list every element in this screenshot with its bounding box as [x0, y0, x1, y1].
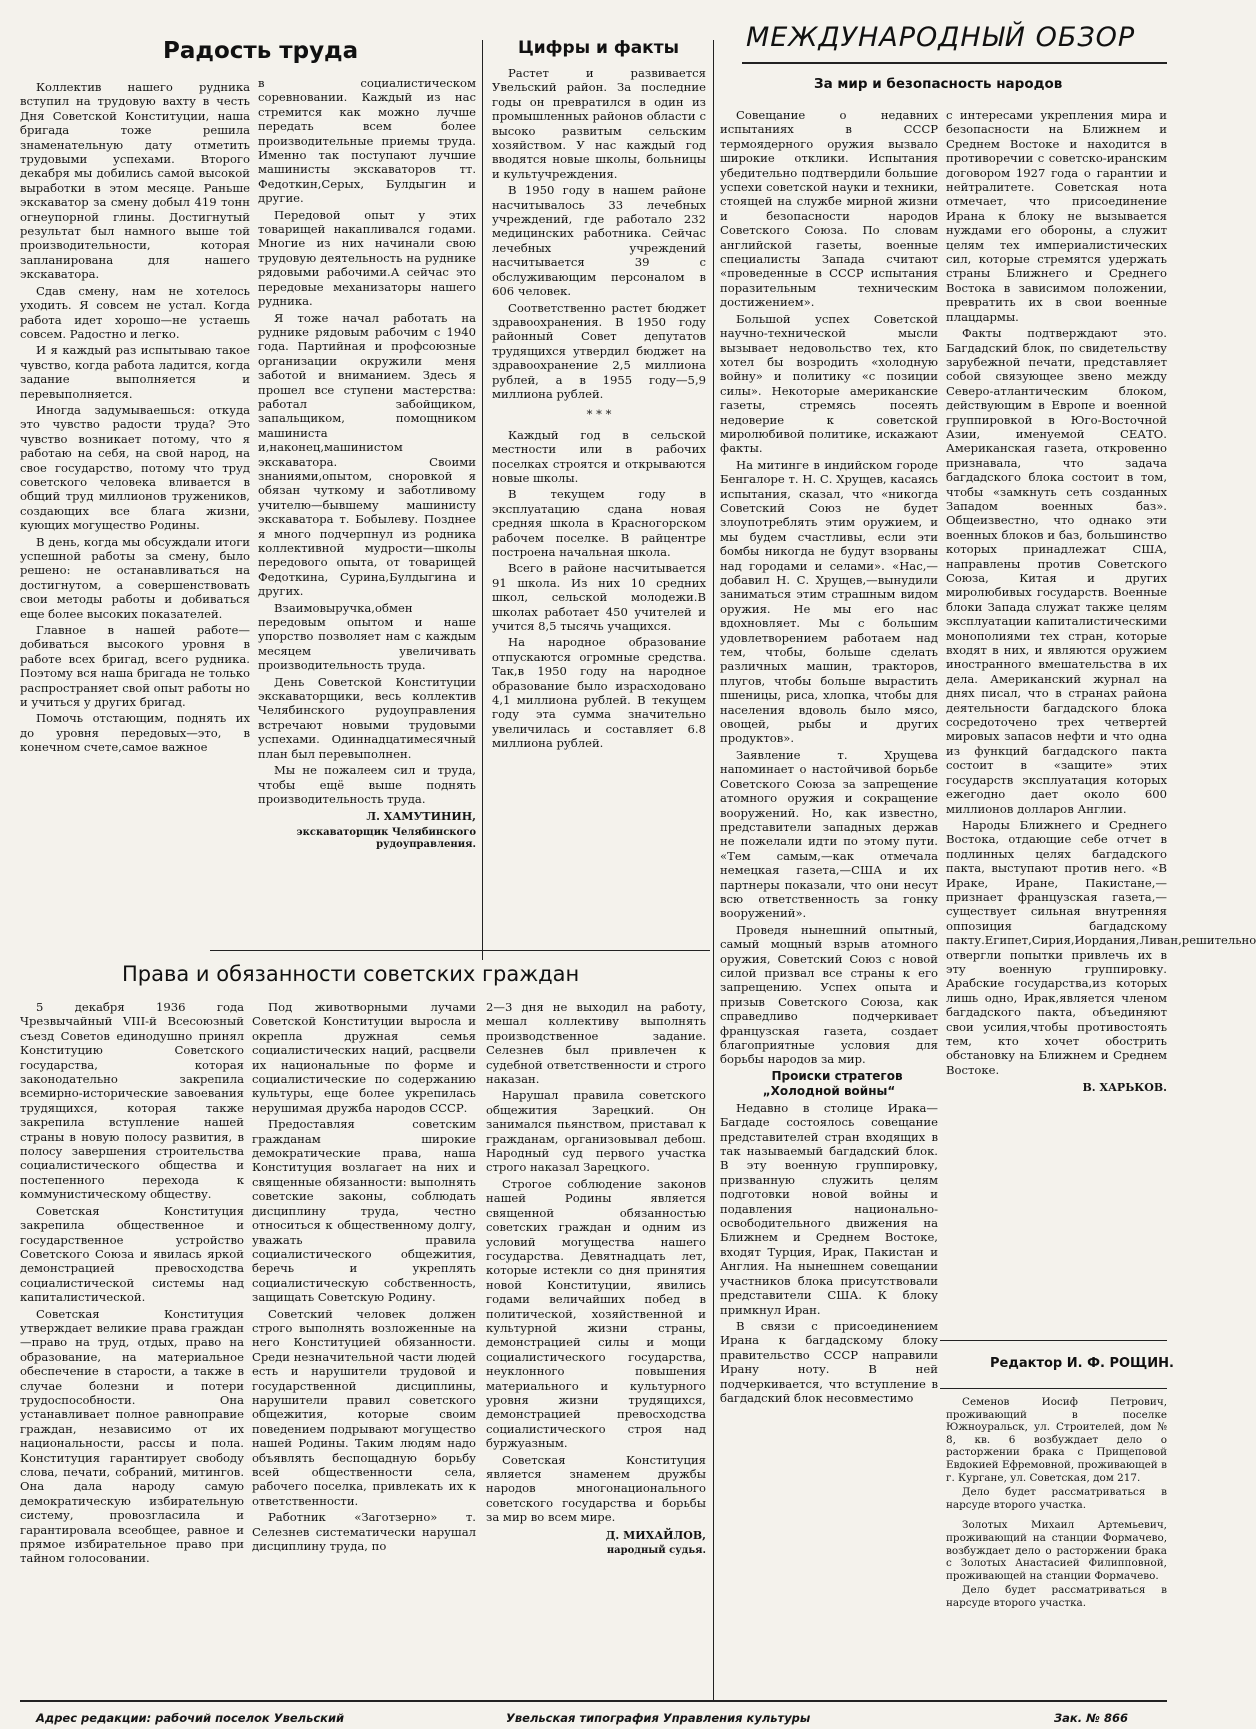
article1-column-2: [258, 76, 476, 950]
paragraph: в социалистическом соревновании. Каждый из нас стремится как можно лучше передать всем более производительные приемы труда. Именно так поступают лучшие машинисты экскаваторов тт. Федоткин,Серых, Булдыгин и другие.: [258, 76, 476, 206]
paragraph: Сдав смену, нам не хотелось уходить. Я совсем не устал. Когда работа идет хорошо—не устаешь совсем. Радостно и легко.: [20, 283, 250, 341]
notice: Семенов Иосиф Петрович, проживающий в поселке Южноуральск, ул. Строителей, дом № 8, кв. 6 возбуждает дело о расторжении брака с Прищеповой Евдокией Ефремовной, проживающей в г. Кургане, ул. Советская, дом 217.: [946, 1396, 1167, 1484]
notice: Дело будет рассматриваться в нарсуде второго участка.: [946, 1486, 1167, 1511]
paragraph: Каждый год в сельской местности или в рабочих поселках строятся и открываются новые школы.: [492, 427, 706, 485]
review-subtitle: За мир и безопасность народов: [814, 76, 1063, 92]
paragraph: Советская Конституция утверждает великие права граждан—право на труд, отдых, право на образование, на материальное обеспечение в старости, а также в случае болезни и потери трудоспособности. Она устанавливает полное равноправие граждан, независимо от их национальности, рассы и пола. Конституция гарантирует свободу слова, печати, собраний, митингов. Она дала народу самую демократическую избирательную систему, провозгласила и гарантировала всеобщее, равное и прямое избирательное право при тайном голосовании.: [20, 1306, 244, 1566]
article1-column-1: [20, 80, 250, 950]
paragraph: с интересами укрепления мира и безопасности на Ближнем и Среднем Востоке и находится в противоречии с советско-иранским договором 1927 года о гарантии и нейтралитете. Советская нота отмечает, что присоединение Ирана к блоку не вызывается нуждами его обороны, а служит целям тех империалистических сил, которые стремятся удержать страны Ближнего и Среднего Востока в зависимом положении, превратить их в свои военные плацдармы.: [946, 108, 1167, 324]
paragraph: Заявление т. Хрущева напоминает о настойчивой борьбе Советского Союза за запрещение атомного оружия и сокращение вооружений. Но, как известно, представители западных держав не пожелали идти по этому пути. «Тем самым,—как отмечала немецкая газета,—США и их партнеры показали, что они несут всю ответственность за гонку вооружений».: [720, 747, 938, 921]
paragraph: Растет и развивается Увельский район. За последние годы он превратился в один из промышленных районов области с высоко развитым сельским хозяйством. У нас каждый год вводятся новые школы, больницы и культучреждения.: [492, 66, 706, 181]
paragraph: Проведя нынешний опытный, самый мощный взрыв атомного оружия, Советский Союз с новой силой призвал все страны к его запрещению. Успех опыта и призыв Советского Союза, как справедливо подчеркивает французская газета, создает благоприятные условия для борьбы народов за мир.: [720, 922, 938, 1067]
paragraph: Народы Ближнего и Среднего Востока, отдающие себе отчет в подлинных целях багдадского пакта, выступают против него. «В Ираке, Иране, Пакистане,—признает французская газета,—существует сильная внутренняя оппозиция багдадскому пакту.Египет,Сирия,Иордания,Ливан,решительно отвергли попытки привлечь их в эту военную группировку. Арабские государства,из которых лишь одно, Ирак,является членом багдадского пакта, объединяют свои усилия,чтобы противостоять тем, кто хочет обострить обстановку на Ближнем и Среднем Востоке.: [946, 817, 1256, 1077]
editor-rule: [940, 1340, 1167, 1341]
editor-line: Редактор И. Ф. РОЩИН.: [990, 1356, 1174, 1371]
paragraph: Факты подтверждают это. Багдадский блок, по свидетельству зарубежной печати, представляет собой связующее звено между Северо-атлантическим блоком, действующим в Европе и военной группировкой в Юго-Восточной Азии, именуемой СЕАТО. Американская газета, откровенно признавала, что задача багдадского блока состоит в том, чтобы «замкнуть сеть созданных Западом военных баз». Общеизвестно, что однако эти военных блоков и баз, большинство которых принадлежат США, направлены против Советского Союза, Китая и других миролюбивых государств. Военные блоки Запада служат также целям эксплуатации капиталистическими монополиями тех стран, которые входят в них, и являются оружием иностранного вмешательства в их дела. Американский журнал на днях писал, что в странах района деятельности багдадского блока сосредоточено трех четвертей мировых запасов нефти и что одна из функций багдадского пакта состоит в «защите» этих государств эксплуатация которых ежегодно дает около 600 миллионов долларов Англии.: [946, 326, 1167, 816]
author-role: экскаваторщик Челябинского рудоуправления.: [296, 826, 476, 850]
paragraph: Соответственно растет бюджет здравоохранения. В 1950 году районный Совет депутатов трудящихся утвердил бюджет на здравоохранение 2,5 миллиона рублей, а в 1955 году—5,9 миллиона рублей.: [492, 300, 706, 401]
paragraph: В связи с присоединением Ирана к багдадскому блоку правительство СССР направили Ирану ноту. В ней подчеркивается, что вступление в багдадский блок несовместимо: [720, 1318, 938, 1405]
author-role: народный судья.: [606, 1545, 706, 1557]
paragraph: Совещание о недавних испытаниях в СССР термоядерного оружия вызвало широкие отклики. Испытания убедительно подтвердили большие успехи советской науки и техники, стоящей на службе мирной жизни и безопасности народов Советского Союза. По словам английской газеты, военные специалисты Запада считают «проведенные в СССР испытания поразительным техническим достижением».: [720, 108, 938, 310]
paragraph: Нарушал правила советского общежития Зарецкий. Он занимался пьянством, приставал к гражданам, организовывал дебош. Народный суд первого участка строго наказал Зарецкого.: [486, 1088, 706, 1175]
paragraph: На народное образование отпускаются огромные средства. Так,в 1950 году на народное образование было израсходовано 4,1 миллиона рублей. В текущем году эта сумма значительно увеличилась и составляет 6.8 миллиона рублей.: [492, 635, 706, 751]
paragraph: Советская Конституция закрепила общественное и государственное устройство Советского Союза и явилась яркой демонстрацией превосходства социалистической системы над капиталистической.: [20, 1203, 244, 1305]
paragraph: Всего в районе насчитывается 91 школа. Из них 10 средних школ, сельской молодежи.В школах работает 450 учителей и учится 8,5 тысячь учащихся.: [492, 561, 706, 634]
review-header-underline: [742, 62, 1167, 64]
article3-column-2: [252, 1000, 476, 1700]
paragraph: Главное в нашей работе—добиваться высокого уровня в работе всех бригад, всего рудника. Поэтому вся наша бригада не только распространяет свой опыт работы но и учиться у других бригад.: [20, 623, 250, 710]
review-column-1: [720, 108, 938, 1700]
paragraph: В день, когда мы обсуждали итоги успешной работы за смену, было решено: не останавливаться на достигнутом, а совершенствовать свои методы работы и добиваться еще более высоких показателей.: [20, 534, 250, 621]
paragraph: И я каждый раз испытываю такое чувство, когда работа ладится, когда задание выполняется и перевыполняется.: [20, 343, 250, 401]
notice: Золотых Михаил Артемьевич, проживающий на станции Формачево, возбуждает дело о расторжении брака с Золотых Анастасией Филипповной, проживающей на станции Формачево.: [946, 1519, 1167, 1582]
paragraph: В 1950 году в нашем районе насчитывалось 33 лечебных учреждений, где работало 232 медицинских работника. Сейчас лечебных учреждений насчитывается 39 с обслуживающим персоналом в 606 человек.: [492, 183, 706, 299]
article2-column: [492, 66, 706, 946]
paragraph: 2—3 дня не выходил на работу, мешал коллективу выполнять производственное задание. Селезнев был привлечен к судебной ответственности и строго наказан.: [486, 1000, 706, 1087]
paragraph: В текущем году в эксплуатацию сдана новая средняя школа в Красногорском рабочем поселке. В райцентре построена начальная школа.: [492, 487, 706, 559]
paragraph: Большой успех Советской научно-технической мысли вызывает недовольство тех, кто хотел бы возродить «холодную войну» и политику «с позиции силы». Некоторые американские газеты, стремясь посеять недоверие к советской миролюбивой политике, искажают факты.: [720, 311, 938, 456]
paragraph: На митинге в индийском городе Бенгалоре т. Н. С. Хрущев, касаясь испытания, сказал, что «никогда Советский Союз не будет злоупотреблять этим оружием, и мы будем счастливы, если эти бомбы никогда не будут взорваны над городами и селами». «Нас,—добавил Н. С. Хрущев,—вынудили заниматься этим страшным видом оружия. Не мы его нас вдохновляет. Мы с большим удовлетворением работаем над тем, чтобы, больше сделать различных машин, тракторов, плугов, чтобы больше вырастить пшеницы, риса, хлопка, чтобы для населения вдоволь было мясо, овощей, рыбы и других продуктов».: [720, 457, 938, 746]
paragraph: Помочь отстающим, поднять их до уровня передовых—это, в конечном счете,самое важное: [20, 711, 250, 755]
paragraph: Под животворными лучами Советской Конституции выросла и окрепла дружная семья социалистических наций, расцвели их национальные по форме и социалистические по содержанию культуры, еще более укрепилась нерушимая дружба народов СССР.: [252, 1000, 476, 1115]
article3-column-1: [20, 1000, 244, 1700]
paragraph: Советская Конституция является знаменем дружбы народов многонационального советского государства и борьбы за мир во всем мире.: [486, 1452, 706, 1525]
author-signature: Л. ХАМУТИНИН,: [366, 810, 476, 824]
footer-rule: [20, 1700, 1167, 1702]
paragraph: Недавно в столице Ирака—Багдаде состоялось совещание представителей стран входящих в так называемый багдадский блок. В эту военную группировку, призванную служить целям подготовки новой войны и подавления национально-освободительного движения на Ближнем и Среднем Востоке, входят Турция, Ирак, Пакистан и Англия. На нынешнем совещании участников блока присутствовали представители США. К блоку примкнул Иран.: [720, 1100, 938, 1317]
paragraph: Коллектив нашего рудника вступил на трудовую вахту в честь Дня Советской Конституции, наша бригада тоже решила знаменательную дату отметить трудовыми успехами. Второго декабря мы добились самой высокой выработки в этом месяце. Раньше экскаватор за смену добыл 419 тонн огнеупорной глины. Достигнутый результат был намного выше той производительности, которая запланирована для нашего экскаватора.: [20, 80, 250, 282]
author-signature: В. ХАРЬКОВ.: [1082, 1081, 1167, 1095]
article-title-prava-i-obyazannosti: Права и обязанности советских граждан: [122, 962, 580, 986]
article-title-radost-truda: Радость труда: [163, 38, 359, 64]
paragraph: День Советской Конституции экскаваторщики, весь коллектив Челябинского рудоуправления встречают новыми трудовыми успехами. Одиннадцатимесячный план был перевыполнен.: [258, 674, 476, 761]
paragraph: 5 декабря 1936 года Чрезвычайный VIII-й Всесоюзный съезд Советов единодушно принял Конституцию Советского государства, которая законодательно закрепила всемирно-исторические завоевания трудящихся, которая также закрепила вступление нашей страны в новую полосу развития, в полосу завершения строительства социалистического общества и постепенного перехода к коммунистическому обществу.: [20, 1000, 244, 1202]
footer-printer: Увельская типография Управления культуры: [506, 1711, 811, 1725]
international-review-header: МЕЖДУНАРОДНЫЙ ОБЗОР: [746, 22, 1136, 53]
legal-notices: [946, 1396, 1167, 1696]
paragraph: Иногда задумываешься: откуда это чувство радости труда? Это чувство возникает потому, что я работаю на себя, на свой народ, на свое государство, потому что труд советского человека вливается в общий труд миллионов тружеников, создающих все блага жизни, кующих могущество Родины.: [20, 402, 250, 533]
section-divider: [210, 950, 710, 951]
review-column-2: [946, 108, 1256, 1334]
paragraph: Я тоже начал работать на руднике рядовым рабочим с 1940 года. Партийная и профсоюзные организации окружили меня заботой и вниманием. Здесь я прошел все ступени мастерства: работал забойщиком, запальщиком, помощником машиниста и,наконец,машинистом экскаватора. Своими знаниями,опытом, сноровкой я обязан чуткому и заботливому учителю—бывшему машинисту экскаватора т. Бобылеву. Позднее я много подчерпнул из родника коллективной мудрости—школы передового опыта, от товарищей Федоткина, Сурина,Булдыгина и других.: [258, 310, 476, 599]
author-signature: Д. МИХАЙЛОВ,: [605, 1528, 706, 1542]
column-divider: [713, 40, 714, 1700]
paragraph: Предоставляя советским гражданам широкие демократические права, наша Конституция возлагает на них и священные обязанности: выполнять советские законы, соблюдать дисциплину труда, честно относиться к общественному долгу, уважать правила социалистического общежития, беречь и укреплять социалистическую собственность, защищать Советскую Родину.: [252, 1117, 476, 1305]
article3-column-3: [486, 1000, 706, 1700]
notice: Дело будет рассматриваться в нарсуде второго участка.: [946, 1584, 1167, 1609]
paragraph: Мы не пожалеем сил и труда, чтобы ещё выше поднять производительность труда.: [258, 763, 476, 806]
article-title-tsifry-i-fakty: Цифры и факты: [518, 38, 679, 58]
paragraph: Строгое соблюдение законов нашей Родины является священной обязанностью советских граждан и одним из условий могущества нашего государства. Девятнадцать лет, которые истекли со дня принятия новой Конституции, явились годами величайших побед в политической, хозяйственной и культурной жизни страны, демонстрацией силы и мощи социалистического государства, неуклонного повышения материального и культурного уровня жизни трудящихся, демонстрацией превосходства социалистического строя над буржуазным.: [486, 1176, 706, 1451]
column-divider: [482, 40, 483, 960]
paragraph: Передовой опыт у этих товарищей накапливался годами. Многие из них начинали свою трудовую деятельность на руднике рядовыми рабочими.А сейчас это передовые механизаторы нашего рудника.: [258, 207, 476, 309]
paragraph: Взаимовыручка,обмен передовым опытом и наше упорство позволяет нам с каждым месяцем увеличивать производительность труда.: [258, 600, 476, 673]
paragraph: Советский человек должен строго выполнять возложенные на него Конституцией обязанности. Среди незначительной части людей есть и нарушители трудовой и государственной дисциплины, нарушители правил советского общежития, которые своим поведением подрывают могущество нашей Родины. Таким людям надо объявлять беспощадную борьбу всей общественности села, рабочего поселка, привлекать их к ответственности.: [252, 1306, 476, 1508]
footer-address: Адрес редакции: рабочий поселок Увельский: [36, 1711, 345, 1725]
section-stars: * * *: [586, 407, 612, 422]
editor-rule: [940, 1388, 1167, 1389]
paragraph: Работник «Заготзерно» т. Селезнев систематически нарушал дисциплину труда, по: [252, 1510, 476, 1554]
footer-order: Зак. № 866: [1054, 1711, 1128, 1725]
review-subheading: Происки стратегов „Холодной войны“: [762, 1068, 903, 1098]
